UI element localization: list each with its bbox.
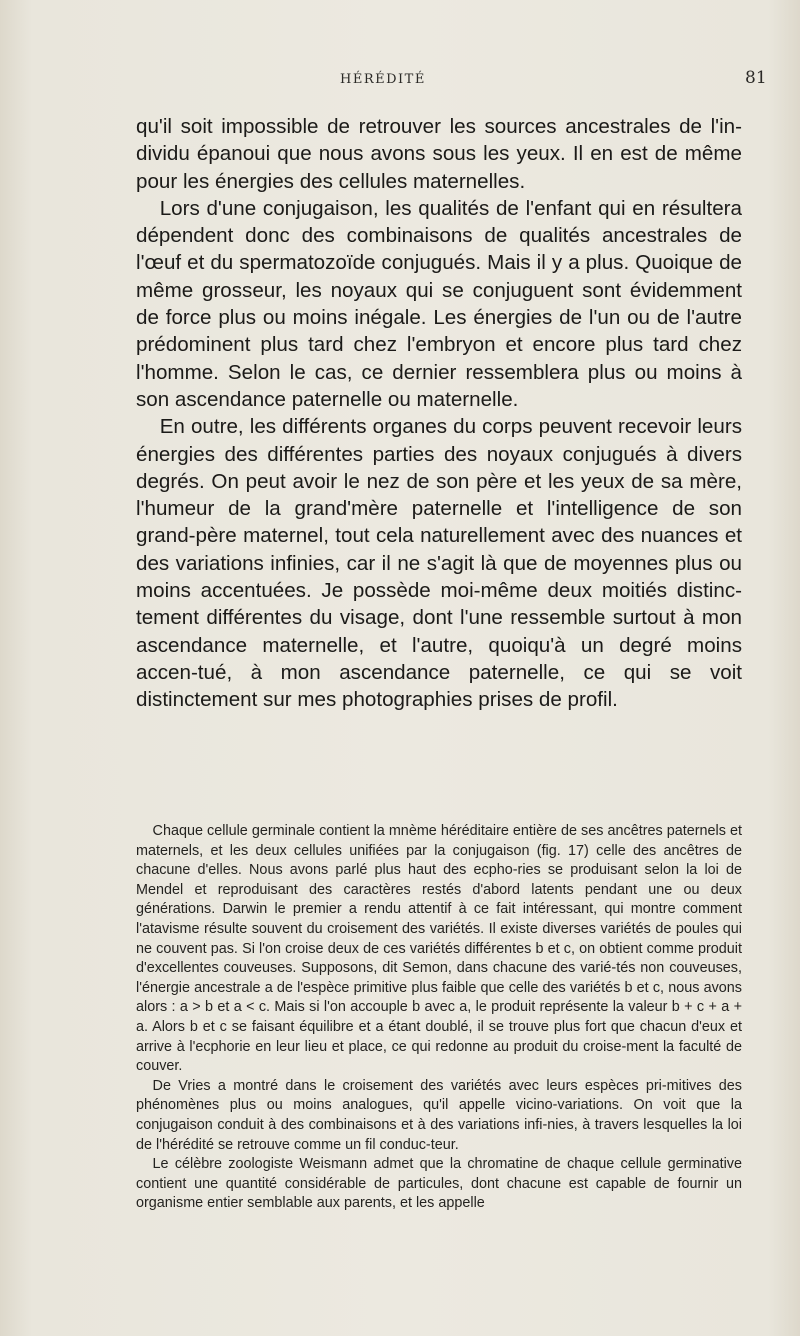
running-head: HÉRÉDITÉ [340, 72, 426, 87]
main-paragraph-3: En outre, les différents organes du corps peuvent recevoir leurs énergies des différentes parties des noyaux conjugués à divers degrés. On peut avoir le nez de son père et les yeux de sa mère, l'humeur de la grand'mère paternelle et l'intelligence de son grand-père maternel, tout cela naturellement avec des nuances et des variations infinies, car il ne s'agit là que de moyennes plus ou moins accentuées. Je possède moi-même deux moitiés distinc-tement différentes du visage, dont l'une ressemble surtout à mon ascendance maternelle, et l'autre, quoiqu'à un degré moins accen-tué, à mon ascendance paternelle, ce qui se voit distinctement sur mes photographies prises de profil. [136, 415, 742, 712]
note-paragraph-3: Le célèbre zoologiste Weismann admet que la chromatine de chaque cellule germinative contient une quantité considérable de particules, dont chacune est capable de fournir un organisme entier semblable aux parents, et les appelle [136, 1156, 742, 1212]
main-paragraph-2: Lors d'une conjugaison, les qualités de l'enfant qui en résultera dépendent donc des combinaisons de qualités ancestrales de l'œuf et du spermatozoïde conjugués. Mais il y a plus. Quoique de même grosseur, les noyaux qui se conjuguent sont évidemment de force plus ou moins inégale. Les énergies de l'un ou de l'autre prédominent plus tard chez l'embryon et encore plus tard chez l'homme. Selon le cas, ce dernier ressemblera plus ou moins à son ascendance paternelle ou maternelle. [136, 196, 742, 411]
main-text-block [136, 113, 742, 714]
note-paragraph-2: De Vries a montré dans le croisement des variétés avec leurs espèces pri-mitives des phénomènes plus ou moins analogues, qu'il appelle vicino-variations. On voit que la conjugaison conduit à des combinaisons et à des variations infi-nies, à travers lesquelles la loi de l'hérédité se retrouve comme un fil conduc-teur. [136, 1077, 742, 1153]
page-number: 81 [745, 68, 767, 88]
main-paragraph-1: qu'il soit impossible de retrouver les sources ancestrales de l'in-dividu épanoui que nous avons sous les yeux. Il en est de même pour les énergies des cellules maternelles. [136, 115, 742, 193]
note-paragraph-1: Chaque cellule germinale contient la mnème héréditaire entière de ses ancêtres paternels et maternels, et les deux cellules unifiées par la conjugaison (fig. 17) celle des ancêtres de chacune d'elles. Nous avons parlé plus haut des ecpho-ries se produisant selon la loi de Mendel et reproduisant des caractères restés d'abord latents pendant une ou deux générations. Darwin le premier a rendu attentif à ce fait intéressant, qui montre comment l'atavisme résulte souvent du croisement des variétés. Il existe diverses variétés de poules qui ne couvent pas. Si l'on croise deux de ces variétés différentes b et c, on obtient comme produit d'excellentes couveuses. Supposons, dit Semon, dans chacune des varié-tés non couveuses, l'énergie ancestrale a de l'espèce primitive plus faible que celle des variétés b et c, nous avons alors : a > b et a < c. Mais si l'on accouple b avec a, le produit représente la valeur b + c + a + a. Alors b et c se faisant équilibre et a étant doublé, il se trouve plus fort que chacun d'eux et arrive à l'ecphorie en leur lieu et place, ce qui redonne au produit du croise-ment la faculté de couver. [136, 823, 742, 1075]
note-text-block [136, 822, 742, 1214]
